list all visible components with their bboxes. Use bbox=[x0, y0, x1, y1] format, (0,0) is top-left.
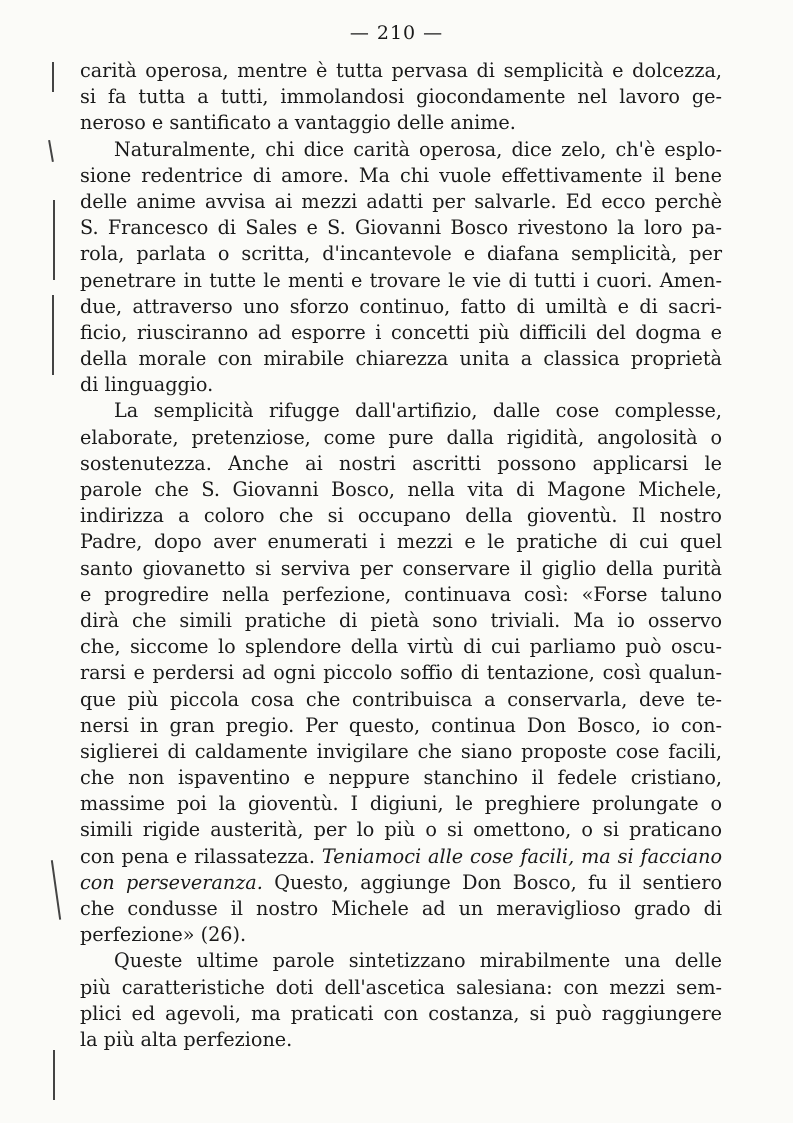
paragraph bbox=[80, 948, 722, 1053]
text-line: neroso e santificato a vantaggio delle anime. bbox=[80, 111, 516, 135]
text-line: che non ispaventino e neppure stanchino il fedele cristiano, bbox=[80, 766, 722, 790]
text-segment: con pena e rilassatezza. bbox=[80, 844, 315, 868]
text-line-mixed bbox=[80, 844, 722, 870]
text-line: ficio, riusciranno ad esporre i concetti più difficili del dogma e bbox=[80, 320, 722, 344]
italic-quote: con perseveranza. bbox=[80, 870, 263, 894]
text-line: indirizza a coloro che si occupano della gioventù. Il nostro bbox=[80, 504, 722, 528]
text-line: siglierei di caldamente invigilare che siano proposte cose facili, bbox=[80, 739, 722, 763]
text-line: Padre, dopo aver enumerati i mezzi e le pratiche di cui quel bbox=[80, 530, 722, 554]
text-line: La semplicità rifugge dall'artifizio, dalle cose complesse, bbox=[114, 399, 722, 423]
paragraph bbox=[80, 137, 722, 399]
text-line: più caratteristiche doti dell'ascetica salesiana: con mezzi sem- bbox=[80, 975, 722, 999]
italic-quote: Teniamoci alle cose facili, ma si facciano bbox=[321, 844, 722, 868]
text-line: santo giovanetto si serviva per conservare il giglio della purità bbox=[80, 556, 722, 580]
margin-mark-icon bbox=[52, 62, 54, 92]
text-line: dirà che simili pratiche di pietà sono triviali. Ma io osservo bbox=[80, 608, 722, 632]
margin-mark-icon bbox=[51, 860, 61, 920]
text-line: que più piccola cosa che contribuisca a conservarla, deve te- bbox=[80, 687, 722, 711]
text-segment: Questo, aggiunge Don Bosco, fu il sentiero bbox=[274, 870, 722, 894]
text-line: Queste ultime parole sintetizzano mirabilmente una delle bbox=[114, 949, 722, 973]
text-line: rola, parlata o scritta, d'incantevole e diafana semplicità, per bbox=[80, 242, 722, 266]
text-line: si fa tutta a tutti, immolandosi giocondamente nel lavoro ge- bbox=[80, 85, 722, 109]
margin-mark-icon bbox=[53, 200, 55, 280]
text-line: parole che S. Giovanni Bosco, nella vita di Magone Michele, bbox=[80, 478, 722, 501]
text-line: S. Francesco di Sales e S. Giovanni Bosco rivestono la loro pa- bbox=[80, 216, 722, 240]
text-line: che condusse il nostro Michele ad un meraviglioso grado di bbox=[80, 897, 722, 920]
text-line: che, siccome lo splendore della virtù di cui parliamo può oscu- bbox=[80, 635, 722, 659]
text-line: sostenutezza. Anche ai nostri ascritti possono applicarsi le bbox=[80, 451, 722, 475]
body-text bbox=[80, 58, 722, 1053]
paragraph bbox=[80, 398, 722, 948]
text-line: penetrare in tutte le menti e trovare le vie di tutti i cuori. Amen- bbox=[80, 268, 722, 292]
text-line: perfezione» (26). bbox=[80, 923, 247, 947]
text-line: massime poi la gioventù. I digiuni, le preghiere prolungate o bbox=[80, 792, 722, 816]
text-line: due, attraverso uno sforzo continuo, fatto di umiltà e di sacri- bbox=[80, 294, 722, 318]
text-line: simili rigide austerità, per lo più o si omettono, o si praticano bbox=[80, 818, 722, 842]
text-line-mixed bbox=[80, 870, 722, 896]
paragraph bbox=[80, 58, 722, 137]
text-line: plici ed agevoli, ma praticati con costanza, si può raggiungere bbox=[80, 1001, 722, 1025]
text-line: della morale con mirabile chiarezza unita a classica proprietà bbox=[80, 347, 722, 371]
text-line: elaborate, pretenziose, come pure dalla rigidità, angolosità o bbox=[80, 425, 722, 449]
margin-mark-icon bbox=[48, 140, 53, 162]
margin-mark-icon bbox=[52, 295, 54, 375]
text-line: delle anime avvisa ai mezzi adatti per salvarle. Ed ecco perchè bbox=[80, 189, 722, 213]
text-line: la più alta perfezione. bbox=[80, 1027, 293, 1051]
text-line: sione redentrice di amore. Ma chi vuole effettivamente il bene bbox=[80, 163, 722, 187]
text-line: carità operosa, mentre è tutta pervasa di semplicità e dolcezza, bbox=[80, 59, 722, 82]
text-line: e progredire nella perfezione, continuava così: «Forse taluno bbox=[80, 582, 722, 606]
text-line: rarsi e perdersi ad ogni piccolo soffio di tentazione, così qualun- bbox=[80, 661, 722, 685]
text-line: di linguaggio. bbox=[80, 373, 214, 397]
text-line: nersi in gran pregio. Per questo, continua Don Bosco, io con- bbox=[80, 713, 722, 737]
text-line: Naturalmente, chi dice carità operosa, dice zelo, ch'è esplo- bbox=[114, 137, 722, 161]
margin-mark-icon bbox=[53, 1050, 55, 1100]
page-number: — 210 — bbox=[349, 22, 444, 44]
